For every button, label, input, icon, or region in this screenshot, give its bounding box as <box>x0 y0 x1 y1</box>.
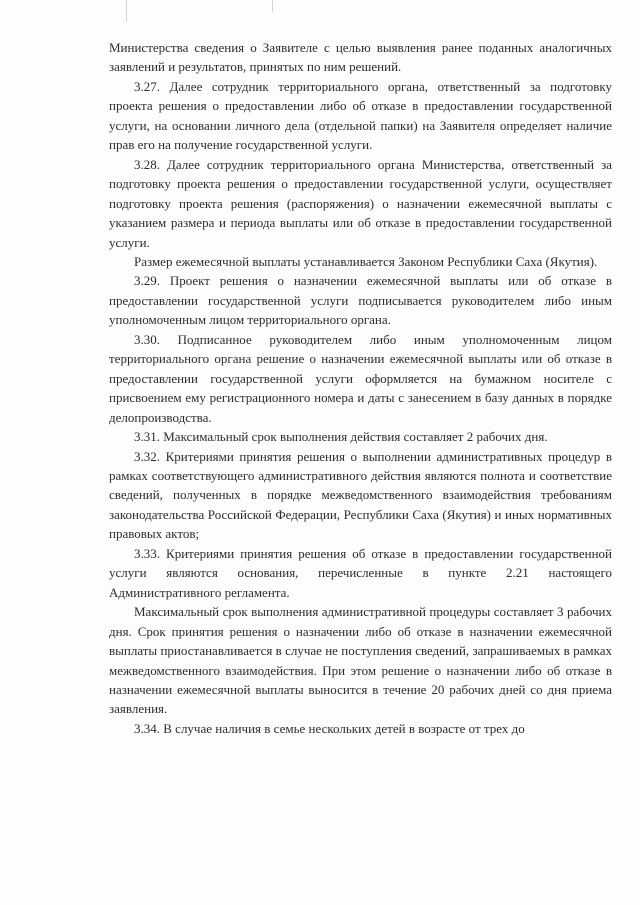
paragraph-3-31: 3.31. Максимальный срок выполнения действия составляет 2 рабочих дня. <box>134 429 548 445</box>
paragraph-3-32: 3.32. Критериями принятия решения о выполнении административных процедур в рамках соответствующего административного действия являются полнота и соответствие сведений, полученных в порядке межведомственного взаимодействия требованиям законодательства Российской Федерации, Республики Саха (Якутия) и иных нормативных правовых актов; <box>109 448 612 542</box>
paragraph-3-34: 3.34. В случае наличия в семье нескольких детей в возрасте от трех до <box>134 720 525 736</box>
paragraph-payment-amount: Размер ежемесячной выплаты устанавливается Законом Республики Саха (Якутия). <box>134 253 598 269</box>
paragraph-3-29: 3.29. Проект решения о назначении ежемесячной выплаты или об отказе в предоставлении государственной услуги подписывается руководителем либо иным уполномоченным лицом территориального органа. <box>109 273 612 328</box>
scan-mark <box>126 0 127 22</box>
paragraph-max-term: Максимальный срок выполнения административной процедуры составляет 3 рабочих дня. Срок принятия решения о назначении либо об отказе в назначении ежемесячной выплаты приостанавливается в случае не поступления сведений, запрашиваемых в рамках межведомственного взаимодействия. При этом решение о назначении либо об отказе в назначении ежемесячной выплаты выносится в течение 20 рабочих дней со дня приема заявления. <box>109 604 612 717</box>
paragraph-3-30: 3.30. Подписанное руководителем либо иным уполномоченным лицом территориального органа решение о назначении ежемесячной выплаты или об отказе в предоставлении государственной услуги оформляется на бумажном носителе с присвоением ему регистрационного номера и даты с занесением в базу данных в порядке делопроизводства. <box>109 331 612 425</box>
paragraph-3-27: 3.27. Далее сотрудник территориального органа, ответственный за подготовку проекта решения о предоставлении либо об отказе в предоставлении государственной услуги, на основании личного дела (отдельной папки) на Заявителя определяет наличие прав его на получение государственной услуги. <box>109 78 612 153</box>
paragraph-3-33: 3.33. Критериями принятия решения об отказе в предоставлении государственной услуги являются основания, перечисленные в пункте 2.21 настоящего Административного регламента. <box>109 545 612 600</box>
paragraph-continuation: Министерства сведения о Заявителе с целью выявления ранее поданных аналогичных заявлений и результатов, принятых по ним решений. <box>109 40 612 75</box>
scan-mark <box>272 0 273 12</box>
document-body <box>109 38 612 738</box>
paragraph-3-28: 3.28. Далее сотрудник территориального органа Министерства, ответственный за подготовку проекта решения о предоставлении государственной услуги, осуществляет подготовку проекта решения (распоряжения) о назначении ежемесячной выплаты с указанием размера и периода выплаты или об отказе в предоставлении государственной услуги. <box>109 156 612 250</box>
